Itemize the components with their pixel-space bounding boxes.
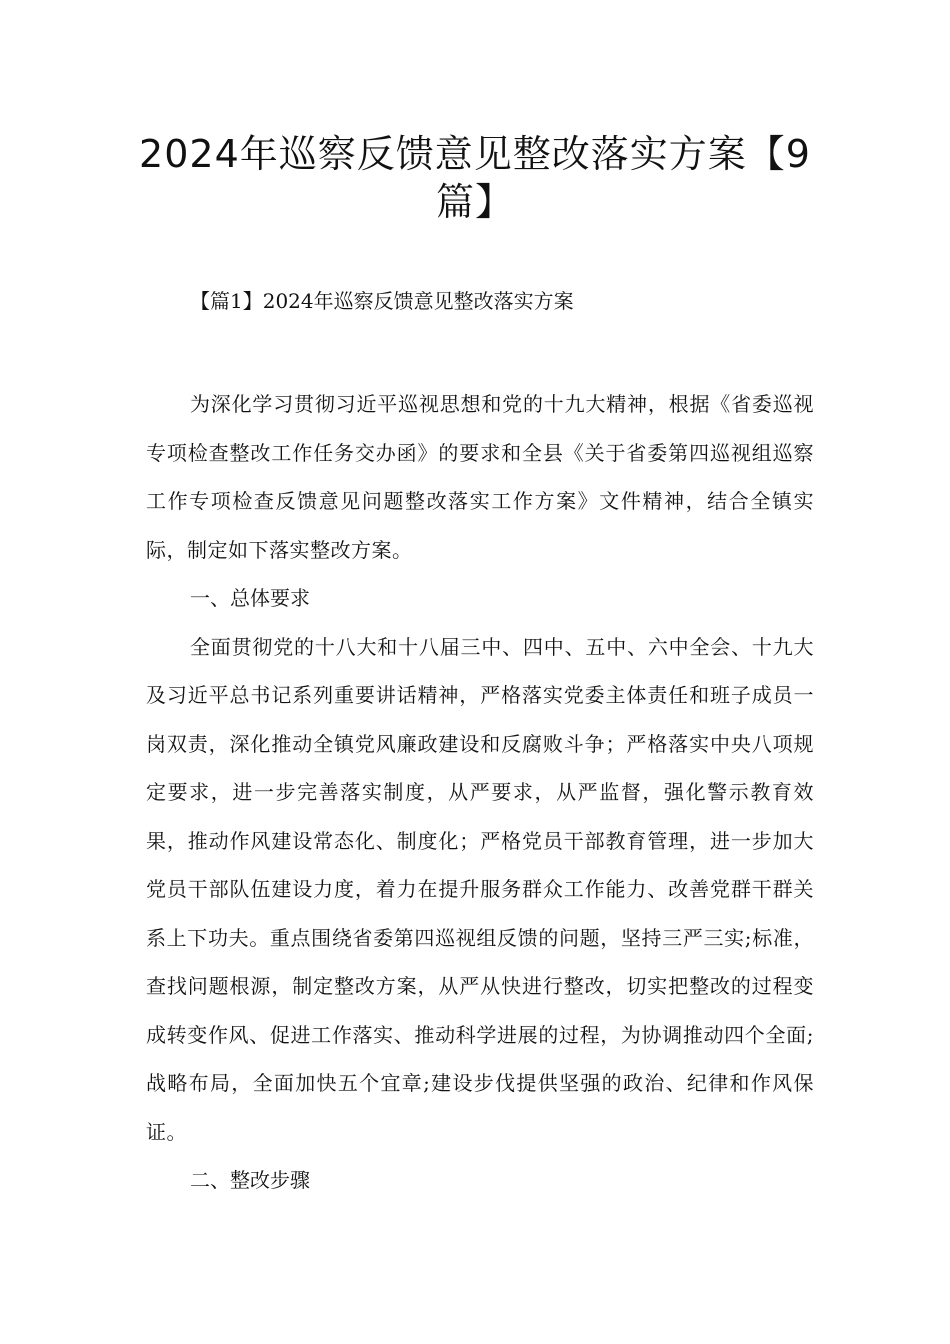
intro-paragraph: 为深化学习贯彻习近平巡视思想和党的十九大精神，根据《省委巡视专项检查整改工作任务交办函》的要求和全县《关于省委第四巡视组巡察工作专项检查反馈意见问题整改落实工作方案》文件精神，结合全镇实际，制定如下落实整改方案。 xyxy=(146,392,814,562)
document-body xyxy=(146,380,814,1205)
document-title: 2024年巡察反馈意见整改落实方案【9篇】 xyxy=(139,132,811,224)
section-subtitle: 【篇1】2024年巡察反馈意见整改落实方案 xyxy=(190,289,574,313)
section-heading-rectification-steps: 二、整改步骤 xyxy=(190,1168,310,1192)
section-heading-general-requirements: 一、总体要求 xyxy=(190,586,310,610)
general-requirements-paragraph: 全面贯彻党的十八大和十八届三中、四中、五中、六中全会、十九大及习近平总书记系列重要讲话精神，严格落实党委主体责任和班子成员一岗双责，深化推动全镇党风廉政建设和反腐败斗争；严格落实中央八项规定要求，进一步完善落实制度，从严要求，从严监督，强化警示教育效果，推动作风建设常态化、制度化；严格党员干部教育管理，进一步加大党员干部队伍建设力度，着力在提升服务群众工作能力、改善党群干群关系上下功夫。重点围绕省委第四巡视组反馈的问题，坚持三严三实;标准，查找问题根源，制定整改方案，从严从快进行整改，切实把整改的过程变成转变作风、促进工作落实、推动科学进展的过程，为协调推动四个全面;战略布局，全面加快五个宜章;建设步伐提供坚强的政治、纪律和作风保证。 xyxy=(146,634,814,1144)
